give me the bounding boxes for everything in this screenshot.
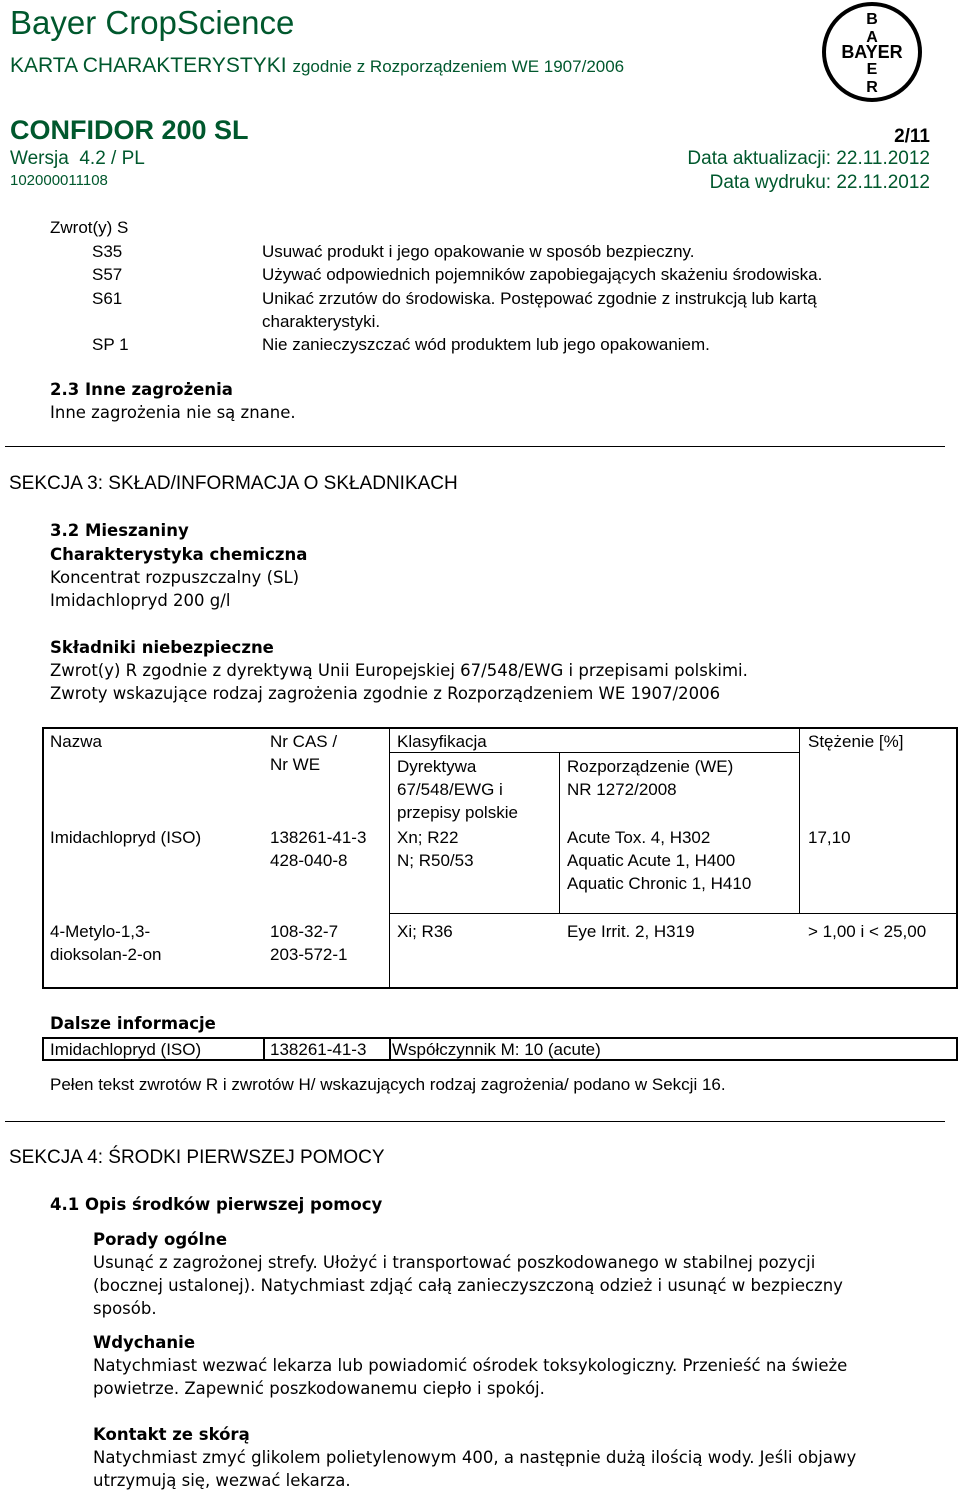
skin-contact-line: Natychmiast zmyć glikolem polietylenowym 400, a następnie dużą ilością wody. Jeśli objawy <box>93 1448 857 1467</box>
cas-number: 138261-41-3 <box>270 828 367 847</box>
other-hazards-text: Inne zagrożenia nie są znane. <box>50 403 296 422</box>
full-text-note: Pełen tekst zwrotów R i zwrotów H/ wskazujących rodzaj zagrożenia/ podano w Sekcji 16. <box>50 1075 726 1094</box>
section-divider <box>5 446 945 447</box>
update-date: Data aktualizacji: 22.11.2012 <box>687 148 930 169</box>
chem-char-line: Imidachlopryd 200 g/l <box>50 591 231 610</box>
table-border <box>389 913 956 914</box>
further-component-name: Imidachlopryd (ISO) <box>50 1040 202 1059</box>
svg-text:R: R <box>866 79 878 96</box>
chem-char-line: Koncentrat rozpuszczalny (SL) <box>50 568 300 587</box>
table-border <box>42 1037 44 1061</box>
table-border <box>389 727 390 987</box>
regulation-class: Aquatic Chronic 1, H410 <box>567 874 752 893</box>
table-border <box>42 987 958 989</box>
mixtures-heading: 3.2 Mieszaniny <box>50 521 189 540</box>
skin-contact-line: utrzymują się, wezwać lekarza. <box>93 1471 351 1490</box>
s-phrase-text-cont: charakterystyki. <box>262 312 381 331</box>
s-phrase-code: S61 <box>92 289 123 308</box>
table-border <box>42 727 44 989</box>
bayer-cross-logo <box>819 0 925 104</box>
col-header-we: Nr WE <box>270 755 321 774</box>
section-4-title: SEKCJA 4: ŚRODKI PIERWSZEJ POMOCY <box>9 1147 385 1168</box>
hazardous-components-heading: Składniki niebezpieczne <box>50 638 274 657</box>
page-number: 2/11 <box>894 126 930 147</box>
document-title <box>10 54 624 78</box>
component-name: Imidachlopryd (ISO) <box>50 828 202 847</box>
col-header-cas: Nr CAS / <box>270 732 338 751</box>
col-header-classification: Klasyfikacja <box>397 732 487 751</box>
s-phrase-code: S35 <box>92 242 123 261</box>
svg-text:B: B <box>866 11 878 28</box>
table-border <box>42 727 958 729</box>
table-border <box>389 1037 391 1061</box>
col-header-directive: Dyrektywa <box>397 757 477 776</box>
skin-contact-heading: Kontakt ze skórą <box>93 1425 250 1444</box>
section-divider <box>5 1121 945 1122</box>
version-label: Wersja <box>10 148 69 169</box>
print-date: Data wydruku: 22.11.2012 <box>709 172 930 193</box>
col-header-directive: przepisy polskie <box>397 803 518 822</box>
general-advice-line: Usunąć z zagrożonej strefy. Ułożyć i transportować poszkodowanego w stabilnej pozycji <box>93 1253 816 1272</box>
s-phrases-heading: Zwrot(y) S <box>50 218 129 237</box>
further-cas-number: 138261-41-3 <box>270 1040 367 1059</box>
col-header-directive: 67/548/EWG i <box>397 780 503 799</box>
inhalation-heading: Wdychanie <box>93 1333 196 1352</box>
cas-number: 108-32-7 <box>270 922 339 941</box>
table-border <box>956 1037 958 1061</box>
chem-char-heading: Charakterystyka chemiczna <box>50 545 308 564</box>
regulation-class: Aquatic Acute 1, H400 <box>567 851 736 870</box>
s-phrase-code: SP 1 <box>92 335 129 354</box>
first-aid-heading: 4.1 Opis środków pierwszej pomocy <box>50 1195 383 1214</box>
regulation-class: Acute Tox. 4, H302 <box>567 828 711 847</box>
concentration: 17,10 <box>808 828 851 847</box>
inhalation-line: Natychmiast wezwać lekarza lub powiadomić ośrodek toksykologiczny. Przenieść na świeże <box>93 1356 848 1375</box>
s-phrase-text: Unikać zrzutów do środowiska. Postępować zgodnie z instrukcją lub kartą <box>262 289 817 308</box>
svg-text:A: A <box>866 29 878 46</box>
we-number: 203-572-1 <box>270 945 348 964</box>
document-number: 102000011108 <box>10 172 108 189</box>
s-phrase-code: S57 <box>92 265 123 284</box>
product-name: CONFIDOR 200 SL <box>10 115 249 145</box>
col-header-concentration: Stężenie [%] <box>808 732 904 751</box>
further-info-heading: Dalsze informacje <box>50 1014 216 1033</box>
s-phrase-text: Nie zanieczyszczać wód produktem lub jego opakowaniem. <box>262 335 710 354</box>
version-value: 4.2 / PL <box>79 148 145 169</box>
regulation-class: Eye Irrit. 2, H319 <box>567 922 695 941</box>
col-header-regulation: NR 1272/2008 <box>567 780 677 799</box>
company-name: Bayer CropScience <box>10 4 295 41</box>
s-phrase-text: Usuwać produkt i jego opakowanie w sposób bezpieczny. <box>262 242 695 261</box>
inhalation-line: powietrze. Zapewnić poszkodowanemu ciepło i spokój. <box>93 1379 545 1398</box>
table-border <box>799 727 800 914</box>
col-header-name: Nazwa <box>50 732 102 751</box>
svg-text:BAYER: BAYER <box>841 42 903 62</box>
other-hazards-heading: 2.3 Inne zagrożenia <box>50 380 233 399</box>
general-advice-line: (bocznej ustalonej). Natychmiast zdjąć całą zanieczyszczoną odzież i usunąć w bezpieczny <box>93 1276 843 1295</box>
general-advice-heading: Porady ogólne <box>93 1230 228 1249</box>
hazardous-components-line: Zwrot(y) R zgodnie z dyrektywą Unii Europejskiej 67/548/EWG i przepisami polskimi. <box>50 661 748 680</box>
svg-text:E: E <box>866 61 878 78</box>
table-border <box>263 1037 265 1061</box>
general-advice-line: sposób. <box>93 1299 157 1318</box>
component-name: 4-Metylo-1,3- <box>50 922 151 941</box>
component-name-cont: dioksolan-2-on <box>50 945 162 964</box>
section-3-title: SEKCJA 3: SKŁAD/INFORMACJA O SKŁADNIKACH <box>9 473 458 494</box>
we-number: 428-040-8 <box>270 851 348 870</box>
concentration: > 1,00 i < 25,00 <box>808 922 927 941</box>
table-border <box>956 727 958 989</box>
directive-class: Xi; R36 <box>397 922 453 941</box>
col-header-regulation: Rozporządzenie (WE) <box>567 757 734 776</box>
s-phrase-text: Używać odpowiednich pojemników zapobiegających skażeniu środowiska. <box>262 265 823 284</box>
document-title-suffix: zgodnie z Rozporządzeniem WE 1907/2006 <box>292 57 625 76</box>
directive-class: N; R50/53 <box>397 851 474 870</box>
m-factor: Współczynnik M: 10 (acute) <box>392 1040 601 1059</box>
table-border <box>559 752 560 914</box>
directive-class: Xn; R22 <box>397 828 459 847</box>
version <box>10 148 145 170</box>
document-title-main: KARTA CHARAKTERYSTYKI <box>10 54 287 77</box>
hazardous-components-line: Zwroty wskazujące rodzaj zagrożenia zgodnie z Rozporządzeniem WE 1907/2006 <box>50 684 721 703</box>
